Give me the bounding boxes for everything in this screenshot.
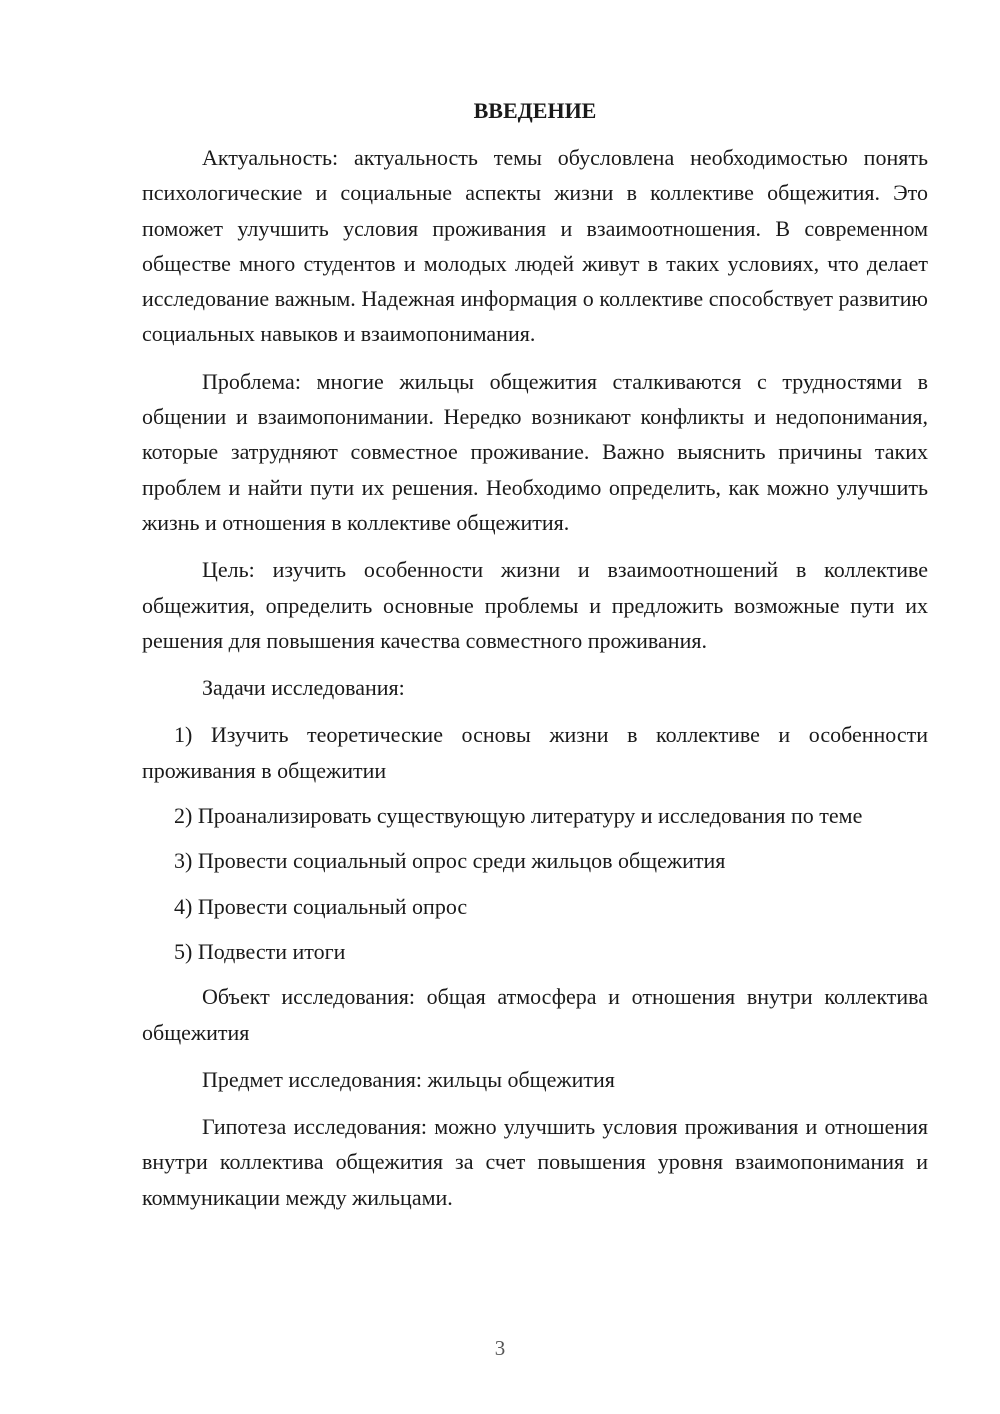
relevance-paragraph: Актуальность: актуальность темы обусловлена необходимостью понять психологические и социальные аспекты жизни в коллективе общежития. Это поможет улучшить условия проживания и взаимоотношения. В современном обществе много студентов и молодых людей живут в таких условиях, что делает исследование важным. Надежная информация о коллективе способствует развитию социальных навыков и взаимопонимания.: [142, 145, 928, 347]
object-paragraph: Объект исследования: общая атмосфера и отношения внутри коллектива общежития: [142, 984, 928, 1045]
document-page: [142, 96, 928, 1227]
task-item: 1) Изучить теоретические основы жизни в коллективе и особенности проживания в общежитии: [142, 722, 928, 783]
task-item: 5) Подвести итоги: [174, 938, 346, 964]
task-item: 3) Провести социальный опрос среди жильцов общежития: [174, 848, 726, 874]
goal-paragraph: Цель: изучить особенности жизни и взаимоотношений в коллективе общежития, определить основные проблемы и предложить возможные пути их решения для повышения качества совместного проживания.: [142, 557, 928, 653]
subject-paragraph: Предмет исследования: жильцы общежития: [202, 1066, 615, 1092]
task-item: 4) Провести социальный опрос: [174, 893, 468, 919]
page-number: 3: [494, 1336, 506, 1360]
task-item: 2) Проанализировать существующую литературу и исследования по теме: [174, 803, 863, 829]
page-title: ВВЕДЕНИЕ: [473, 98, 597, 123]
tasks-heading: Задачи исследования:: [202, 675, 405, 701]
tasks-list: [142, 717, 928, 969]
problem-paragraph: Проблема: многие жильцы общежития сталкиваются с трудностями в общении и взаимопонимании. Нередко возникают конфликты и недопонимания, которые затрудняют совместное проживание. Важно выяснить причины таких проблем и найти пути их решения. Необходимо определить, как можно улучшить жизнь и отношения в коллективе общежития.: [142, 368, 928, 535]
hypothesis-paragraph: Гипотеза исследования: можно улучшить условия проживания и отношения внутри коллектива общежития за счет повышения уровня взаимопонимания и коммуникации между жильцами.: [142, 1114, 928, 1210]
